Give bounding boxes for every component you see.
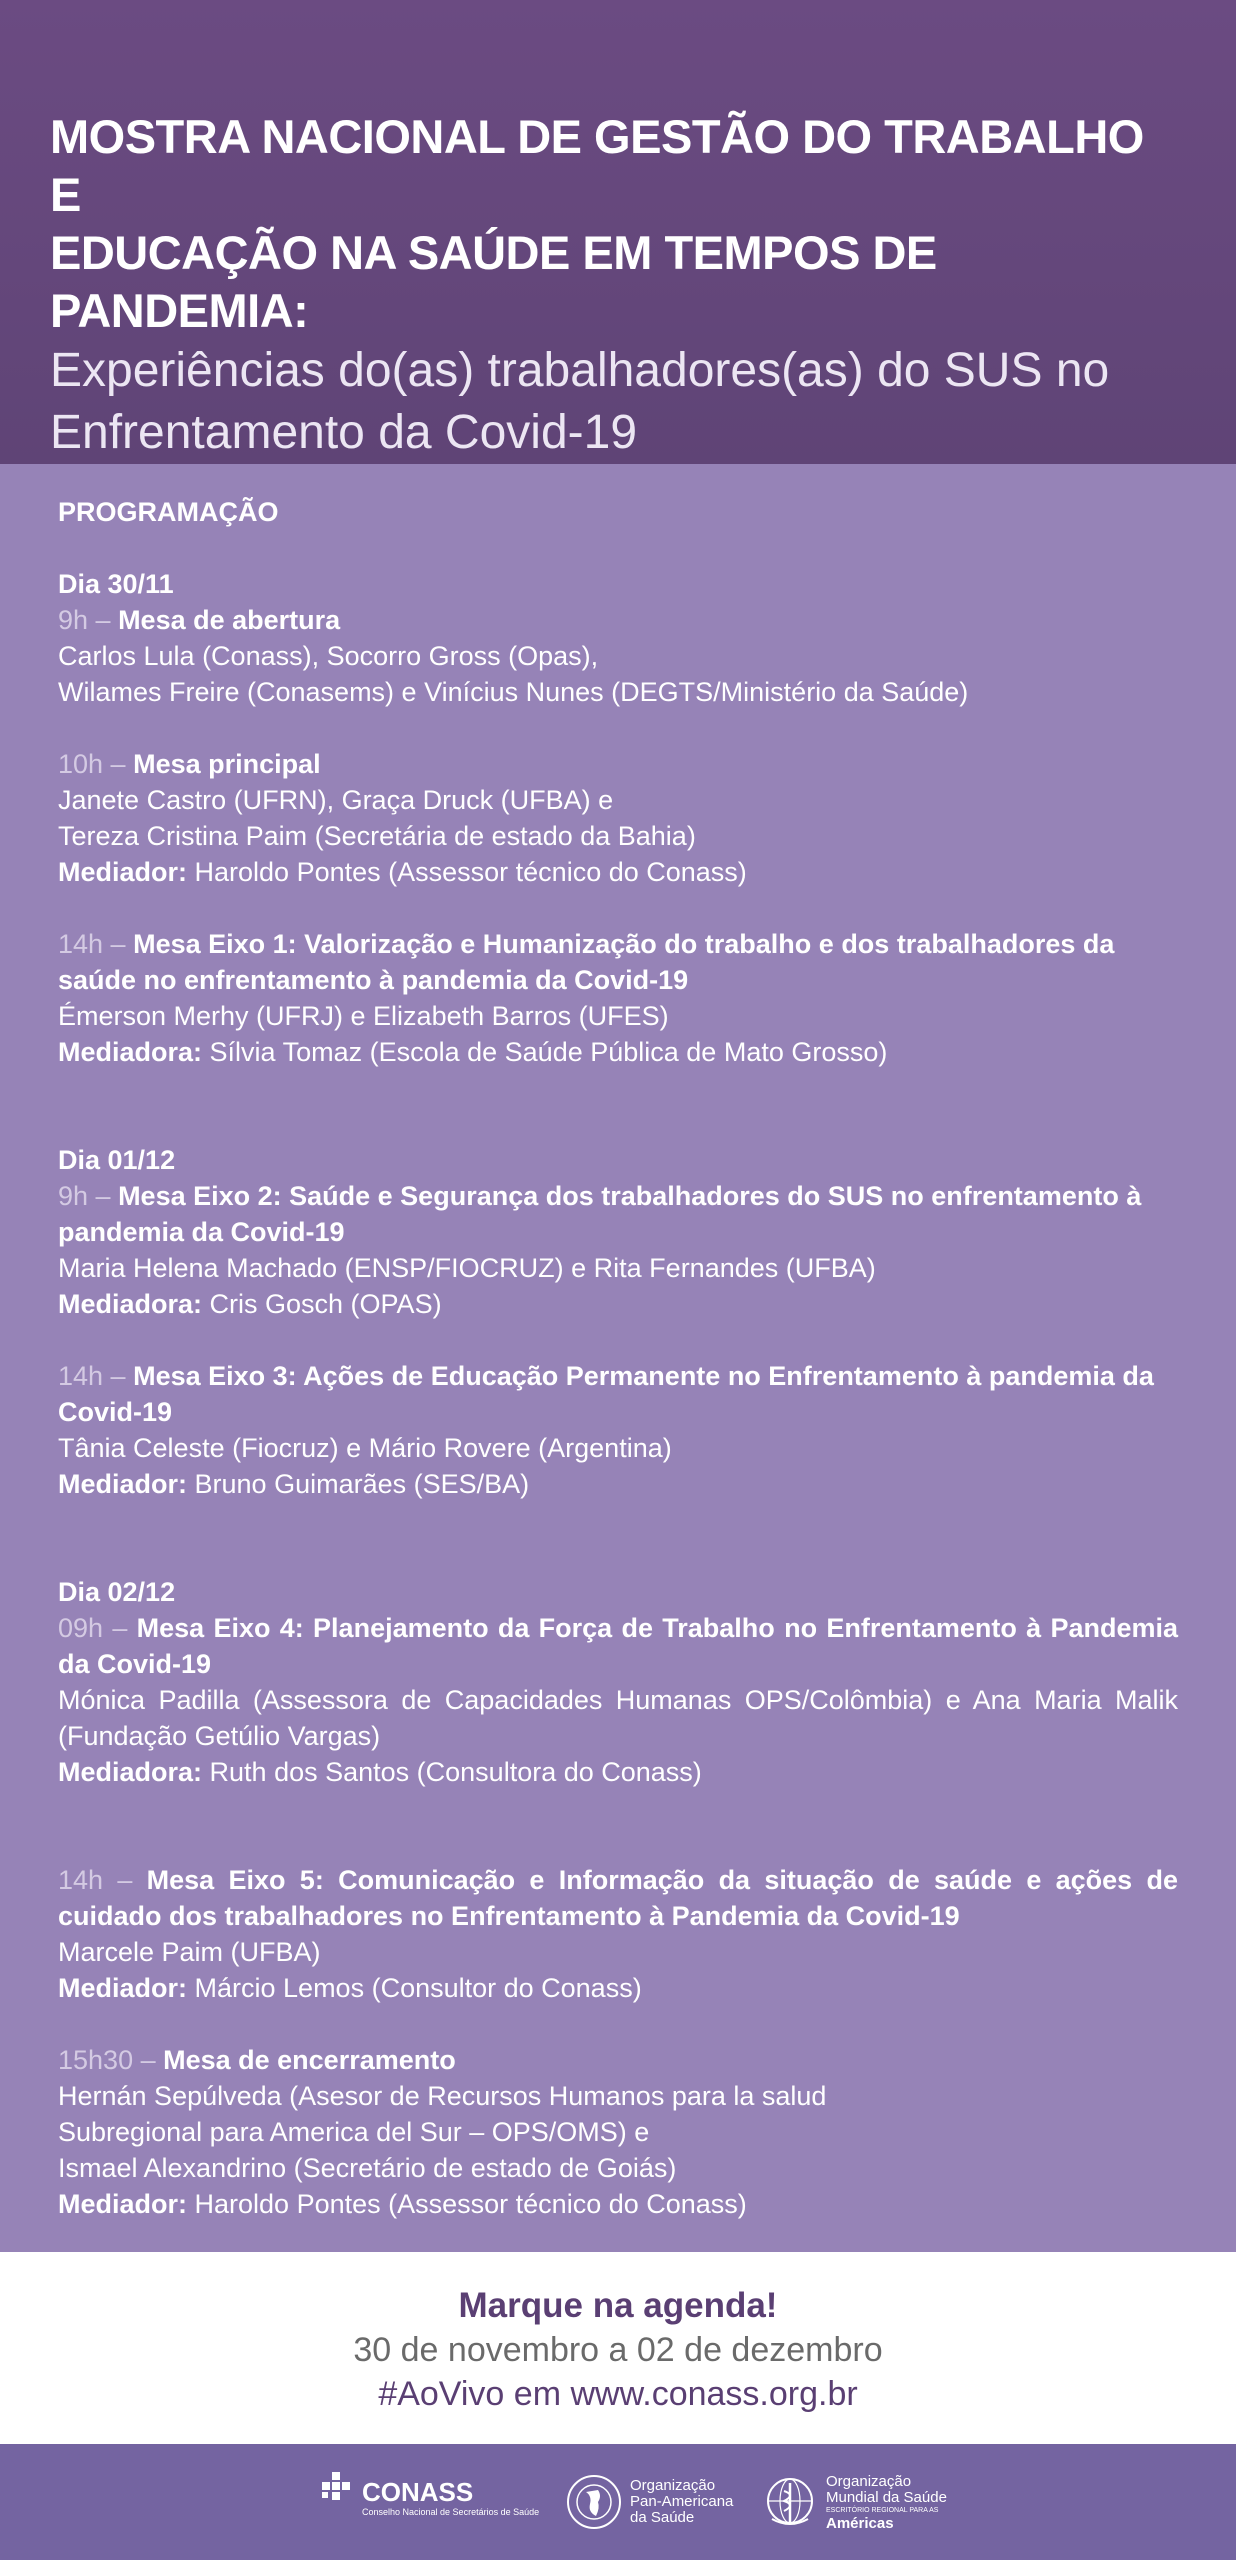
- session-abertura: [58, 602, 1178, 710]
- moderator-label: Mediador:: [58, 2189, 188, 2219]
- session-speakers-line: Tereza Cristina Paim (Secretária de estado da Bahia): [58, 821, 696, 851]
- session-time: 10h –: [58, 749, 134, 779]
- day-label-01-12: Dia 01/12: [58, 1145, 176, 1175]
- moderator-name: Bruno Guimarães (SES/BA): [187, 1469, 530, 1499]
- session-speakers-line: Subregional para America del Sur – OPS/OMS) e: [58, 2117, 650, 2147]
- live-url[interactable]: #AoVivo em www.conass.org.br: [378, 2375, 858, 2413]
- opas-logo: [566, 2474, 733, 2530]
- session-time: 9h –: [58, 605, 119, 635]
- session-title: Mesa principal: [133, 749, 321, 779]
- event-title: [50, 108, 1186, 340]
- subtitle-line-1: Experiências do(as) trabalhadores(as) do SUS no: [50, 344, 1110, 397]
- session-eixo-1: [58, 926, 1178, 1070]
- subtitle-line-2: Enfrentamento da Covid-19: [50, 406, 638, 459]
- event-subtitle: [50, 340, 1186, 464]
- session-eixo-5: [58, 1862, 1178, 2006]
- oms-name-line-1: Organização: [826, 2473, 912, 2490]
- save-the-date-section: [0, 2252, 1236, 2444]
- session-eixo-3: [58, 1358, 1178, 1502]
- event-dates: 30 de novembro a 02 de dezembro: [353, 2331, 883, 2369]
- title-line-1: MOSTRA NACIONAL DE GESTÃO DO TRABALHO E: [50, 110, 1144, 221]
- session-speakers-line: Marcele Paim (UFBA): [58, 1937, 321, 1967]
- oms-logo: [762, 2474, 947, 2532]
- session-speakers-line: Hernán Sepúlveda (Asesor de Recursos Humanos para la salud: [58, 2081, 827, 2111]
- session-speakers-text: Mónica Padilla (Assessora de Capacidades Humanas OPS/Colômbia) e Ana Maria Malik (Fundação Getúlio Vargas): [58, 1685, 1178, 1751]
- session-speakers-line: Tânia Celeste (Fiocruz) e Mário Rovere (Argentina): [58, 1433, 672, 1463]
- header-banner: [0, 0, 1236, 464]
- opas-emblem-icon: [566, 2474, 622, 2530]
- program-heading: PROGRAMAÇÃO: [58, 497, 279, 527]
- session-title: Mesa de encerramento: [163, 2045, 456, 2075]
- opas-name-line-2: Pan-Americana: [630, 2493, 734, 2510]
- moderator-label: Mediador:: [58, 1973, 188, 2003]
- oms-americas: Américas: [826, 2515, 894, 2532]
- session-encerramento: [58, 2042, 1178, 2222]
- day-label-30-11: Dia 30/11: [58, 569, 174, 599]
- session-eixo-4: [58, 1610, 1178, 1790]
- session-speakers-line: Maria Helena Machado (ENSP/FIOCRUZ) e Rita Fernandes (UFBA): [58, 1253, 876, 1283]
- sponsor-logos-bar: [0, 2444, 1236, 2560]
- oms-regional-office: ESCRITÓRIO REGIONAL PARA AS: [826, 2507, 939, 2514]
- session-speakers-line: Wilames Freire (Conasems) e Vinícius Nunes (DEGTS/Ministério da Saúde): [58, 677, 969, 707]
- who-emblem-icon: [762, 2475, 818, 2531]
- session-title: Mesa Eixo 1: Valorização e Humanização do trabalho e dos trabalhadores da saúde no enfrentamento à pandemia da Covid-19: [58, 929, 1115, 995]
- conass-cross-icon: [318, 2470, 358, 2526]
- moderator-name: Haroldo Pontes (Assessor técnico do Conass): [187, 857, 747, 887]
- conass-subtitle: Conselho Nacional de Secretários de Saúde: [362, 2507, 540, 2517]
- moderator-name: Ruth dos Santos (Consultora do Conass): [202, 1757, 702, 1787]
- session-time: 14h –: [58, 1865, 147, 1895]
- moderator-name: Cris Gosch (OPAS): [202, 1289, 442, 1319]
- session-title: Mesa Eixo 5: Comunicação e Informação da situação de saúde e ações de cuidado dos trabalhadores no Enfrentamento à Pandemia da Covid-19: [58, 1865, 1178, 1931]
- program-section: [0, 464, 1236, 2252]
- moderator-name: Márcio Lemos (Consultor do Conass): [187, 1973, 642, 2003]
- session-speakers-line: Émerson Merhy (UFRJ) e Elizabeth Barros (UFES): [58, 1001, 669, 1031]
- moderator-label: Mediador:: [58, 857, 188, 887]
- session-speakers-line: Carlos Lula (Conass), Socorro Gross (Opas),: [58, 641, 599, 671]
- session-spacer: [58, 1826, 1178, 1862]
- day-spacer: [58, 1106, 1178, 1142]
- session-speakers-line: Ismael Alexandrino (Secretário de estado de Goiás): [58, 2153, 677, 2183]
- moderator-name: Haroldo Pontes (Assessor técnico do Conass): [187, 2189, 747, 2219]
- moderator-label: Mediadora:: [58, 1757, 203, 1787]
- session-time: 09h –: [58, 1613, 137, 1643]
- moderator-name: Sílvia Tomaz (Escola de Saúde Pública de Mato Grosso): [202, 1037, 888, 1067]
- oms-name-line-2: Mundial da Saúde: [826, 2489, 947, 2506]
- session-principal: [58, 746, 1178, 890]
- session-title: Mesa Eixo 3: Ações de Educação Permanente no Enfrentamento à pandemia da Covid-19: [58, 1361, 1154, 1427]
- session-time: 14h –: [58, 929, 134, 959]
- opas-name-line-3: da Saúde: [630, 2509, 695, 2526]
- moderator-label: Mediadora:: [58, 1289, 203, 1319]
- conass-name: CONASS: [362, 2477, 474, 2507]
- session-title: Mesa Eixo 4: Planejamento da Força de Trabalho no Enfrentamento à Pandemia da Covid-19: [58, 1613, 1178, 1679]
- opas-name-line-1: Organização: [630, 2477, 716, 2494]
- session-time: 14h –: [58, 1361, 134, 1391]
- session-eixo-2: [58, 1178, 1178, 1322]
- title-line-2: EDUCAÇÃO NA SAÚDE EM TEMPOS DE PANDEMIA:: [50, 226, 937, 337]
- session-time: 15h30 –: [58, 2045, 164, 2075]
- moderator-label: Mediador:: [58, 1469, 188, 1499]
- conass-logo: [318, 2470, 539, 2526]
- day-spacer: [58, 1538, 1178, 1574]
- session-title: Mesa de abertura: [118, 605, 341, 635]
- session-time: 9h –: [58, 1181, 119, 1211]
- day-label-02-12: Dia 02/12: [58, 1577, 176, 1607]
- session-speakers-line: Janete Castro (UFRN), Graça Druck (UFBA) e: [58, 785, 614, 815]
- moderator-label: Mediadora:: [58, 1037, 203, 1067]
- session-title: Mesa Eixo 2: Saúde e Segurança dos trabalhadores do SUS no enfrentamento à pandemia da Covid-19: [58, 1181, 1142, 1247]
- save-the-date-heading: Marque na agenda!: [458, 2286, 778, 2325]
